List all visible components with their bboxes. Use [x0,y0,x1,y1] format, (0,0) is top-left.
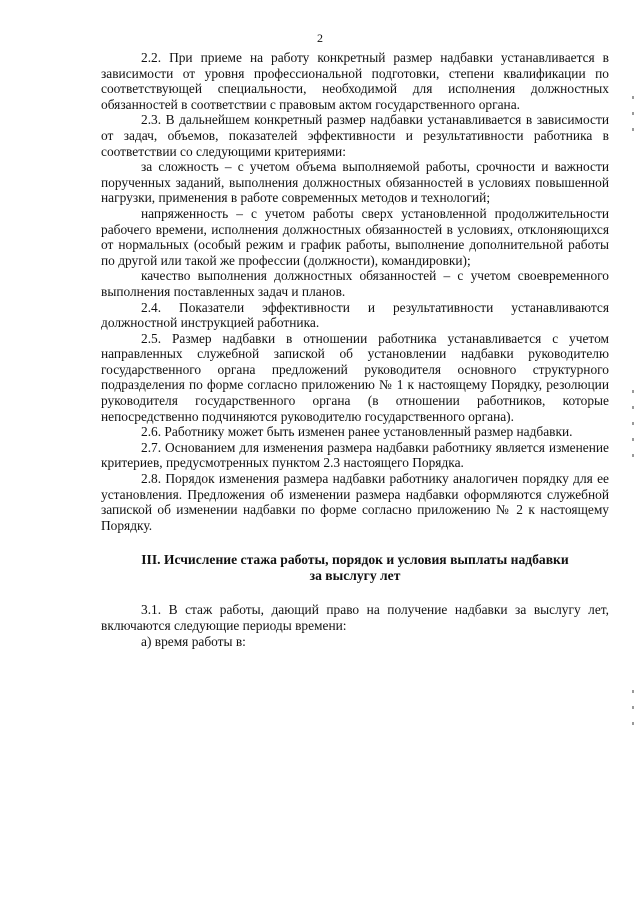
scan-mark [632,690,634,693]
paragraph-3-1-a: а) время работы в: [141,633,246,649]
paragraph-3-1: 3.1. В стаж работы, дающий право на получение надбавки за выслугу лет, включаются следующие периоды времени: [101,602,609,633]
paragraph-2-7: 2.7. Основанием для изменения размера надбавки работнику является изменение критериев, предусмотренных пунктом 2.3 настоящего Порядка. [101,439,609,471]
page-number: 2 [317,31,323,45]
criterion-quality: качество выполнения должностных обязанностей – с учетом своевременного выполнения поставленных задач и планов. [101,268,609,299]
scan-mark [632,112,634,115]
scan-mark [632,422,634,425]
paragraph-2-4: 2.4. Показатели эффективности и результативности устанавливаются должностной инструкцией работника. [101,299,609,331]
paragraph-2-3: 2.3. В дальнейшем конкретный размер надбавки устанавливается в зависимости от задач, объемов, показателей эффективности и результативности работника в соответствии со следующими критериями: [101,112,609,159]
scan-mark [632,706,634,709]
criterion-intensity: напряженность – с учетом работы сверх установленной продолжительности рабочего времени, исполнения должностных обязанностей в условиях, отклоняющихся от нормальных (особый режим и график работы, выполнение дополнительной работы по другой или такой же профессии (должности), командировки); [101,205,609,268]
scan-mark [632,406,634,409]
paragraph-2-8: 2.8. Порядок изменения размера надбавки работнику аналогичен порядку для ее установления. Предложения об изменении размера надбавки оформляются служебной запиской об изменении надбавки по форме согласно приложению № 2 к настоящему Порядку. [101,471,609,533]
section-heading [101,552,609,584]
scan-mark [632,454,634,457]
paragraph-2-2: 2.2. При приеме на работу конкретный размер надбавки устанавливается в зависимости от уровня профессиональной подготовки, степени квалификации по соответствующей специальности, необходимой для исполнения должностных обязанностей в соответствии с правовым актом государственного органа. [101,50,609,112]
document-body [101,50,609,649]
paragraph-2-5: 2.5. Размер надбавки в отношении работника устанавливается с учетом направленных служебной запиской об установлении надбавки руководителю государственного органа предложений руководителя основного структурного подразделения по форме согласно приложению № 1 к настоящему Порядку, резолюции руководителя государственного органа (в отношении работников, которые непосредственно подчиняются руководителю государственного органа). [101,330,609,424]
section-heading-line-1: III. Исчисление стажа работы, порядок и условия выплаты надбавки [141,552,569,568]
section-heading-line-2: за выслугу лет [309,568,401,584]
scan-mark [632,390,634,393]
scan-mark [632,722,634,725]
scan-mark [632,438,634,441]
scan-mark [632,96,634,99]
scan-mark [632,128,634,131]
scan-edge-marks [632,0,634,905]
criterion-complexity: за сложность – с учетом объема выполняемой работы, срочности и важности порученных заданий, выполнения должностных обязанностей в условиях повышенной нагрузки, применения в работе современных методов и технологий; [101,159,609,206]
paragraph-2-6: 2.6. Работнику может быть изменен ранее установленный размер надбавки. [141,424,573,440]
